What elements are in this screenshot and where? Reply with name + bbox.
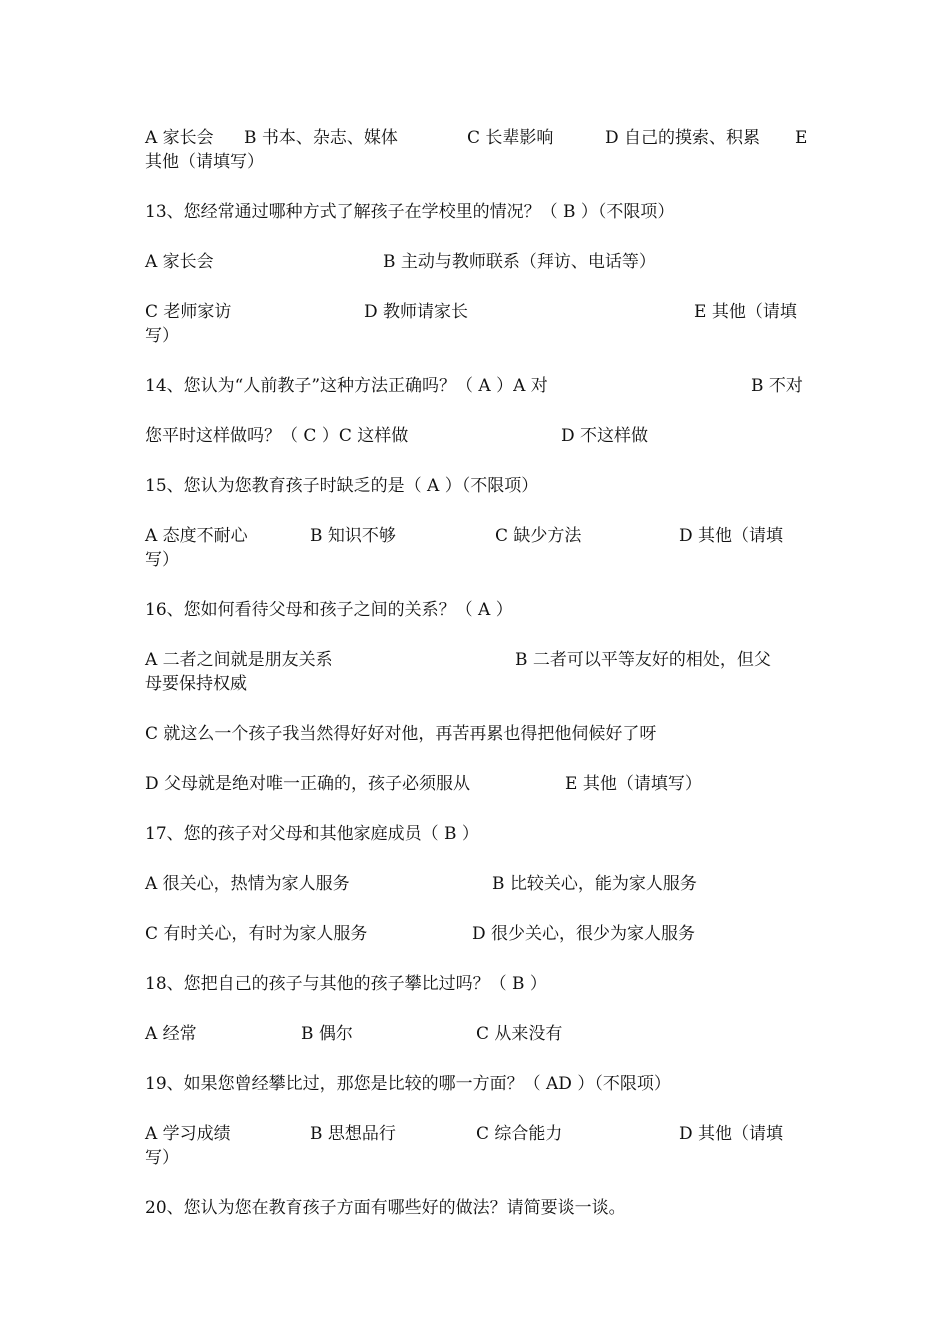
q17-question: 17、您的孩子对父母和其他家庭成员（ B ）: [145, 824, 479, 844]
q18-option-a: A 经常: [145, 1024, 197, 1044]
q14-sub-option-d: D 不这样做: [561, 426, 649, 446]
q13-option-c: C 老师家访: [145, 302, 232, 322]
q15-option-d: D 其他（请填: [679, 526, 784, 546]
q12-option-a: A 家长会: [145, 128, 214, 148]
q16-option-b-cont: 母要保持权威: [145, 674, 247, 694]
q15-option-a: A 态度不耐心: [145, 526, 248, 546]
q20-question: 20、您认为您在教育孩子方面有哪些好的做法？请简要谈一谈。: [145, 1198, 626, 1218]
q16-question: 16、您如何看待父母和孩子之间的关系？（ A ）: [145, 600, 513, 620]
q13-option-a: A 家长会: [145, 252, 214, 272]
q12-option-b: B 书本、杂志、媒体: [244, 128, 398, 148]
q15-option-b: B 知识不够: [310, 526, 396, 546]
q13-option-d: D 教师请家长: [364, 302, 469, 322]
q17-option-a: A 很关心，热情为家人服务: [145, 874, 350, 894]
q14-option-b: B 不对: [751, 376, 803, 396]
q19-option-c: C 综合能力: [476, 1124, 563, 1144]
q19-option-b: B 思想品行: [310, 1124, 396, 1144]
q15-option-c: C 缺少方法: [495, 526, 582, 546]
q14-question: 14、您认为“人前教子”这种方法正确吗？（ A ）A 对: [145, 376, 548, 396]
q19-option-a: A 学习成绩: [145, 1124, 231, 1144]
q15-option-d-cont: 写）: [145, 550, 179, 570]
q15-question: 15、您认为您教育孩子时缺乏的是（ A ）（不限项）: [145, 476, 539, 496]
q13-option-e: E 其他（请填: [694, 302, 797, 322]
q12-option-e-text: 其他（请填写）: [145, 152, 264, 172]
q13-option-b: B 主动与教师联系（拜访、电话等）: [383, 252, 656, 272]
q18-option-b: B 偶尔: [301, 1024, 353, 1044]
q16-option-d: D 父母就是绝对唯一正确的，孩子必须服从: [145, 774, 471, 794]
q19-option-d: D 其他（请填: [679, 1124, 784, 1144]
q17-option-c: C 有时关心，有时为家人服务: [145, 924, 368, 944]
q13-option-e-cont: 写）: [145, 326, 179, 346]
q14-sub-question: 您平时这样做吗？（ C ）C 这样做: [145, 426, 409, 446]
q18-option-c: C 从来没有: [476, 1024, 563, 1044]
q16-option-e: E 其他（请填写）: [565, 774, 702, 794]
q19-option-d-cont: 写）: [145, 1148, 179, 1168]
q18-question: 18、您把自己的孩子与其他的孩子攀比过吗？（ B ）: [145, 974, 547, 994]
q12-option-d: D 自己的摸索、积累: [605, 128, 761, 148]
q16-option-a: A 二者之间就是朋友关系: [145, 650, 333, 670]
q12-option-e: E: [795, 128, 808, 148]
q16-option-c: C 就这么一个孩子我当然得好好对他，再苦再累也得把他伺候好了呀: [145, 724, 657, 744]
q16-option-b: B 二者可以平等友好的相处，但父: [515, 650, 771, 670]
q19-question: 19、如果您曾经攀比过，那您是比较的哪一方面？（ AD ）（不限项）: [145, 1074, 671, 1094]
q17-option-d: D 很少关心，很少为家人服务: [472, 924, 696, 944]
q12-option-c: C 长辈影响: [467, 128, 554, 148]
q17-option-b: B 比较关心，能为家人服务: [492, 874, 697, 894]
q13-question: 13、您经常通过哪种方式了解孩子在学校里的情况？（ B ）（不限项）: [145, 202, 675, 222]
